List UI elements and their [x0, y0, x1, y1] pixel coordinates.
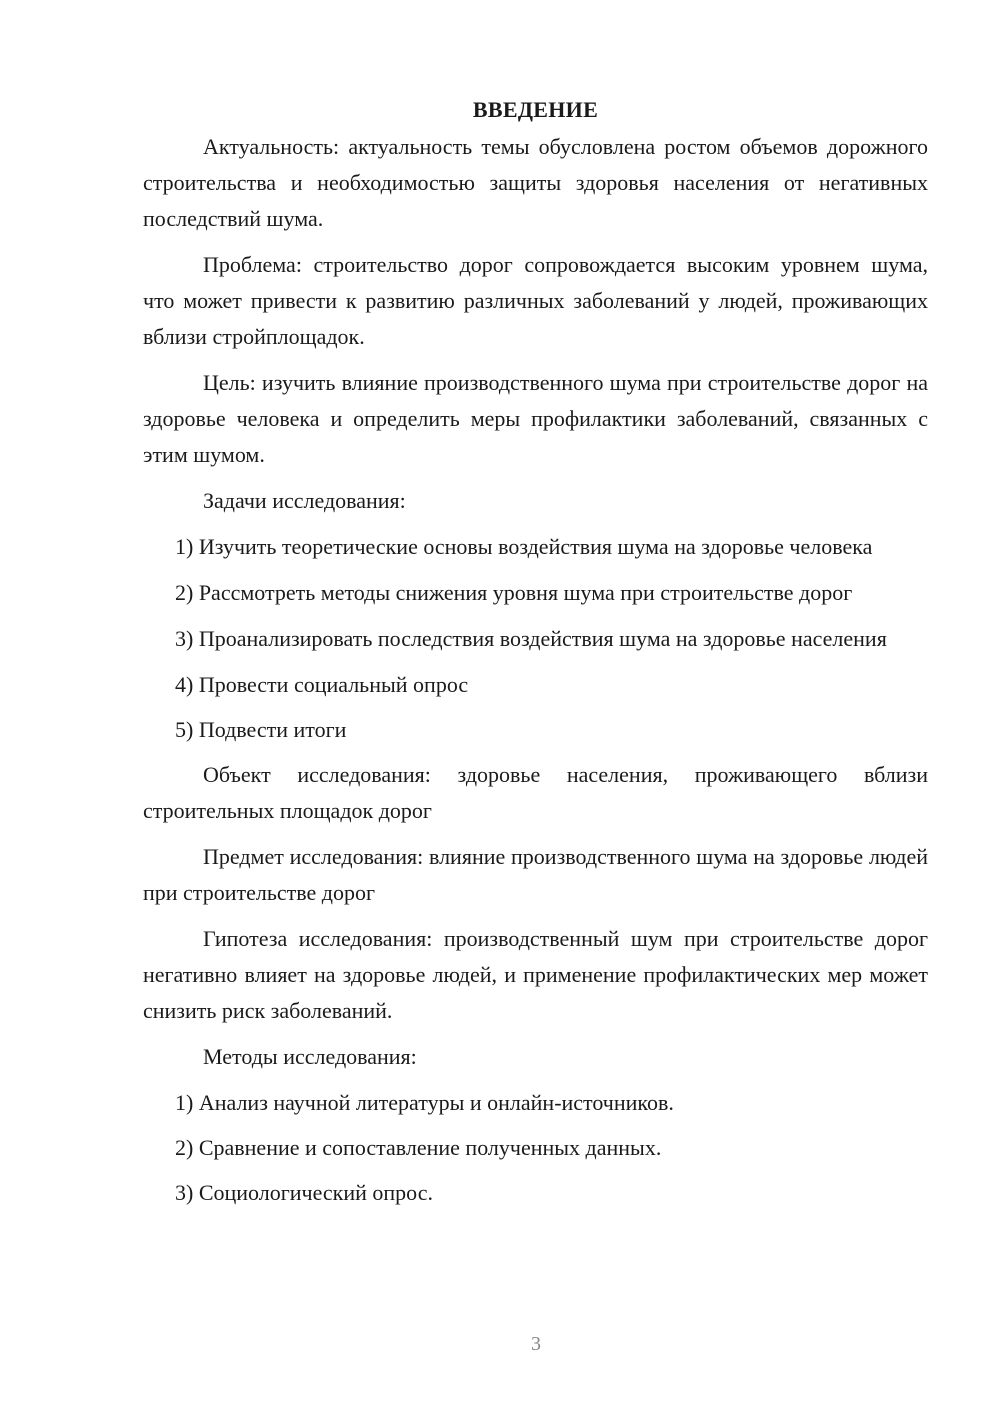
paragraph-subject: Предмет исследования: влияние производственного шума на здоровье людей при строительстве дорог	[143, 844, 928, 905]
paragraph-relevance: Актуальность: актуальность темы обусловлена ростом объемов дорожного строительства и необходимостью защиты здоровья населения от негативных последствий шума.	[143, 134, 928, 231]
task-item-2: 2) Рассмотреть методы снижения уровня шума при строительстве дорог	[175, 580, 853, 605]
method-item-1: 1) Анализ научной литературы и онлайн-источников.	[175, 1090, 674, 1115]
task-item-1: 1) Изучить теоретические основы воздействия шума на здоровье человека	[175, 534, 873, 559]
paragraph-goal: Цель: изучить влияние производственного шума при строительстве дорог на здоровье человека и определить меры профилактики заболеваний, связанных с этим шумом.	[143, 370, 928, 467]
methods-heading: Методы исследования:	[203, 1044, 417, 1069]
task-item-4: 4) Провести социальный опрос	[175, 672, 469, 697]
method-item-3: 3) Социологический опрос.	[175, 1180, 433, 1205]
paragraph-problem: Проблема: строительство дорог сопровождается высоким уровнем шума, что может привести к развитию различных заболеваний у людей, проживающих вблизи стройплощадок.	[143, 252, 928, 349]
method-item-2: 2) Сравнение и сопоставление полученных данных.	[175, 1135, 662, 1160]
tasks-heading: Задачи исследования:	[203, 488, 406, 513]
task-item-3: 3) Проанализировать последствия воздействия шума на здоровье населения	[175, 626, 887, 651]
page-number: 3	[531, 1333, 541, 1355]
document-body	[143, 92, 928, 1220]
paragraph-object: Объект исследования: здоровье населения, проживающего вблизи строительных площадок дорог	[143, 762, 928, 823]
task-item-5: 5) Подвести итоги	[175, 717, 347, 742]
page-title: ВВЕДЕНИЕ	[472, 97, 599, 122]
paragraph-hypothesis: Гипотеза исследования: производственный шум при строительстве дорог негативно влияет на здоровье людей, и применение профилактических мер может снизить риск заболеваний.	[143, 926, 928, 1023]
